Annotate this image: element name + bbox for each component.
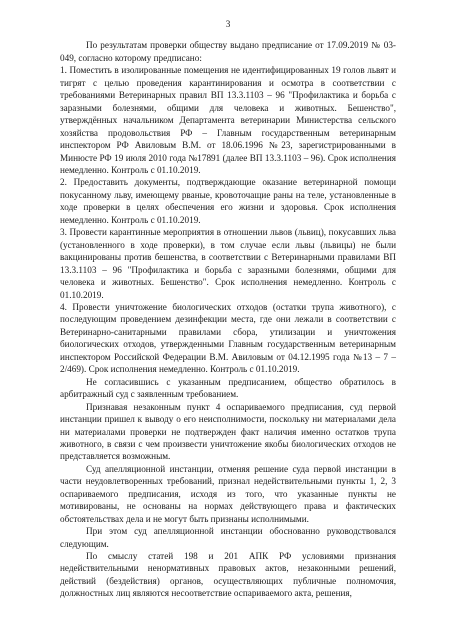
paragraph: Суд апелляционной инстанции, отменяя решение суда первой инстанции в части неудовлетворенных требований, признал недействительными пункты 1, 2, 3 оспариваемого предписания, исходя из того, что указанные пункты не мотивированы, не основаны на нормах действующего права и фактических обстоятельствах дела и не могут быть признаны исполнимыми. xyxy=(60,463,396,524)
paragraph: 3. Провести карантинные мероприятия в отношении львов (львиц), покусавших льва (установленного в ходе проверки), в том случае если львы (львицы) не были вакцинированы против бешенства, в соответствии с Ветеринарными правилами ВП 13.3.1103 – 96 "Профилактика и борьба с заразными болезнями, общими для человека и животных. Бешенство". Срок исполнения немедленно. Контроль с 01.10.2019. xyxy=(60,227,396,300)
paragraph: 1. Поместить в изолированные помещения не идентифицированных 19 голов львят и тигрят с целью проведения карантинирования и осмотра в соответствии с требованиями Ветеринарных правил ВП 13.3.1103 – 96 "Профилактика и борьба с заразными болезнями, общими для человека и животных. Бешенство", утверждённых начальником Департамента ветеринарии Министерства сельского хозяйства продовольствия РФ – Главным государственным ветеринарным инспектором РФ Авиловым В.М. от 18.06.1996 №23, зарегистрированными в Минюсте РФ 19 июля 2010 года №17891 (далее ВП 13.3.1103 – 96). Срок исполнения немедленно. Контроль с 01.10.2019. xyxy=(60,65,396,175)
paragraph: Признавая незаконным пункт 4 оспариваемого предписания, суд первой инстанции пришел к выводу о его неисполнимости, поскольку ни материалами дела ни материалами проверки не подтвержден факт наличия именно остатков трупа животного, в связи с чем произвести уничтожение якобы биологических отходов не представляется возможным. xyxy=(60,401,396,462)
paragraph: 2. Предоставить документы, подтверждающие оказание ветеринарной помощи покусанному льву, имеющему рваные, кровоточащие раны на теле, установленные в ходе проверки в целях обеспечения его жизни и здоровья. Срок исполнения немедленно. Контроль с 01.10.2019. xyxy=(60,177,396,225)
paragraph: 4. Провести уничтожение биологических отходов (остатки трупа животного), с последующим проведением дезинфекции места, где они лежали в соответствии с Ветеринарно-санитарными правилами сбора, утилизации и уничтожения биологических отходов, утвержденными Главным государственным ветеринарным инспектором Российской Федерации В.М. Авиловым от 04.12.1995 года №13 – 7 – 2/469). Срок исполнения немедленно. Контроль с 01.10.2019. xyxy=(60,301,396,375)
document-body xyxy=(60,39,396,599)
paragraph: По смыслу статей 198 и 201 АПК РФ условиями признания недействительными ненормативных правовых актов, незаконными решений, действий (бездействия) органов, осуществляющих публичные полномочия, должностных лиц являются несоответствие оспариваемого акта, решения, xyxy=(60,551,396,599)
paragraph: По результатам проверки обществу выдано предписание от 17.09.2019 № 03-049, согласно которому предписано: xyxy=(60,40,396,63)
page-number: 3 xyxy=(225,19,231,29)
paragraph: При этом суд апелляционной инстанции обоснованно руководствовался следующим. xyxy=(60,526,396,549)
paragraph: Не согласившись с указанным предписанием, общество обратилось в арбитражный суд с заявленным требованием. xyxy=(60,376,396,400)
